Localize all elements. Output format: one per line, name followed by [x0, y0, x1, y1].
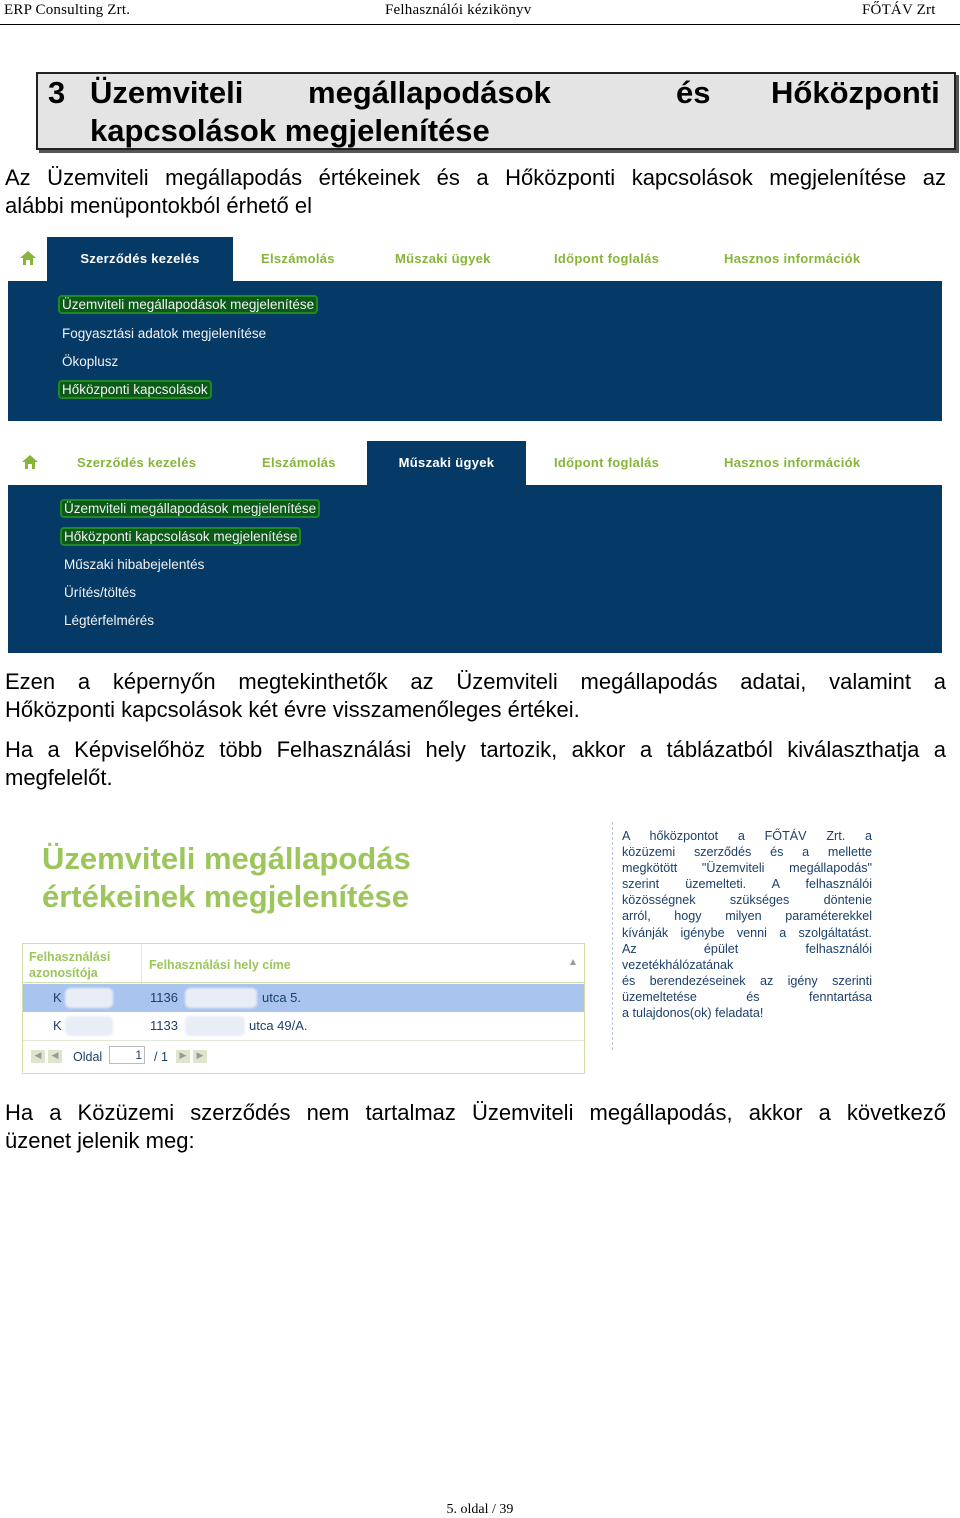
section-number: 3 — [48, 75, 66, 110]
home-icon[interactable] — [22, 455, 38, 469]
side-line: és berendezéseinek az igény szerinti — [622, 973, 872, 988]
row-2-number: 1133 — [150, 1018, 178, 1033]
screen-title-line-2: értékeinek megjelenítése — [42, 879, 410, 914]
side-line: szerint üzemelteti. A felhasználói — [622, 877, 872, 892]
row-1-number: 1136 — [150, 990, 178, 1005]
side-line: üzemeltetése és fenntartása — [622, 989, 872, 1004]
row-1-id-redacted — [65, 988, 113, 1008]
table-row[interactable] — [23, 984, 584, 1012]
side-line: közösségnek szükséges döntenie — [622, 893, 872, 908]
header-rule — [0, 24, 960, 25]
row-1-street: utca 5. — [262, 990, 302, 1005]
nav2-item-operating-agreements[interactable]: Üzemviteli megállapodások megjelenítése — [64, 501, 317, 516]
pager-total: / 1 — [154, 1050, 168, 1064]
nav2-item-heat-center[interactable]: Hőközponti kapcsolások megjelenítése — [64, 529, 298, 544]
paragraph-2-line-2: megfelelőt. — [5, 765, 113, 790]
section-title-word-3: és — [676, 75, 711, 110]
side-info-text — [622, 828, 872, 1021]
grid-header-rule — [23, 982, 584, 983]
side-line: vezetékhálózatának — [622, 957, 734, 972]
table-row[interactable] — [23, 1012, 584, 1041]
paragraph-3 — [5, 1099, 946, 1155]
nav1-tab-info[interactable]: Hasznos információk — [724, 251, 861, 266]
nav1-tab-billing[interactable]: Elszámolás — [261, 251, 335, 266]
nav2-tab-billing[interactable]: Elszámolás — [262, 455, 336, 470]
nav1-tab-technical[interactable]: Műszaki ügyek — [395, 251, 491, 266]
nav2-dropdown — [8, 485, 942, 653]
row-1-id: K — [53, 990, 62, 1005]
paragraph-1-line-2: Hőközponti kapcsolások két évre visszamenőleges értékei. — [5, 697, 580, 722]
section-heading-box — [36, 72, 956, 150]
nav1-item-okoplusz[interactable]: Ökoplusz — [62, 354, 119, 369]
home-icon[interactable] — [20, 251, 36, 265]
nav-screenshot-2 — [8, 441, 942, 653]
side-line: kívánják igénybe venni a szolgáltatást. — [622, 925, 872, 940]
nav2-item-drain-fill[interactable]: Ürítés/töltés — [64, 585, 137, 600]
next-page-icon[interactable]: ▶ — [176, 1050, 190, 1063]
nav2-tab-contract[interactable]: Szerződés kezelés — [77, 455, 197, 470]
side-panel-divider — [612, 822, 614, 1050]
grid-header-address[interactable]: Felhasználási hely címe — [149, 958, 291, 972]
grid-header-id-line-1[interactable]: Felhasználási — [29, 950, 111, 964]
header-right: FŐTÁV Zrt — [862, 2, 936, 18]
intro-line-2: alábbi menüpontokból érhető el — [5, 193, 313, 218]
prev-page-icon[interactable]: ◀ — [48, 1050, 62, 1063]
intro-paragraph — [5, 164, 946, 220]
side-line: Az épület felhasználói — [622, 941, 872, 956]
usage-place-grid — [22, 943, 585, 1074]
intro-line-1: Az Üzemviteli megállapodás értékeinek és a Hőközponti kapcsolások megjelenítése az — [5, 165, 946, 190]
nav1-tab-contract[interactable]: Szerződés kezelés — [47, 237, 233, 281]
row-2-street: utca 49/A. — [249, 1018, 308, 1033]
page-number-input[interactable] — [109, 1046, 145, 1064]
paragraph-1 — [5, 668, 946, 724]
paragraph-3-line-2: üzenet jelenik meg: — [5, 1128, 195, 1153]
paragraph-2-line-1: Ha a Képviselőhöz több Felhasználási hely tartozik, akkor a táblázatból kiválaszthatja a — [5, 737, 946, 762]
nav2-tab-appointment[interactable]: Időpont foglalás — [554, 455, 660, 470]
nav1-tab-appointment[interactable]: Időpont foglalás — [554, 251, 660, 266]
row-2-id: K — [53, 1018, 62, 1033]
nav2-tab-info[interactable]: Hasznos információk — [724, 455, 861, 470]
side-line: A hőközpontot a FŐTÁV Zrt. a — [622, 829, 872, 843]
section-title-word-2: megállapodások — [308, 75, 551, 110]
pager-label: Oldal — [73, 1050, 103, 1064]
header-left: ERP Consulting Zrt. — [4, 2, 131, 18]
last-page-icon[interactable]: ▶ — [193, 1050, 207, 1063]
nav1-item-heat-center[interactable]: Hőközponti kapcsolások — [62, 382, 208, 397]
paragraph-3-line-1: Ha a Közüzemi szerződés nem tartalmaz Üzemviteli megállapodás, akkor a következő — [5, 1100, 946, 1125]
nav2-tabbar — [8, 441, 942, 485]
nav2-tab-technical[interactable]: Műszaki ügyek — [367, 441, 526, 485]
nav1-item-consumption[interactable]: Fogyasztási adatok megjelenítése — [62, 326, 267, 341]
row-2-id-redacted — [65, 1016, 113, 1036]
row-1-address-redacted — [185, 988, 257, 1008]
row-2-address-redacted — [185, 1016, 245, 1036]
sort-icon[interactable]: ▲ — [568, 957, 578, 968]
paragraph-2 — [5, 736, 946, 792]
section-title-word-1: Üzemviteli — [90, 75, 244, 110]
nav2-item-airspace[interactable]: Légtérfelmérés — [64, 613, 155, 628]
section-title-word-4: Hőközponti — [771, 75, 940, 110]
first-page-icon[interactable]: ◀ — [31, 1050, 45, 1063]
nav1-item-operating-agreements[interactable]: Üzemviteli megállapodások megjelenítése — [62, 297, 315, 312]
section-title-line2: kapcsolások megjelenítése — [90, 113, 490, 148]
nav1-dropdown — [8, 281, 942, 421]
nav1-tabbar — [8, 237, 942, 281]
header-center: Felhasználói kézikönyv — [385, 2, 532, 18]
side-line: megkötött "Üzemviteli megállapodás" — [622, 861, 872, 876]
page-footer: 5. oldal / 39 — [446, 1502, 514, 1517]
side-line: arról, hogy milyen paraméterekkel — [622, 909, 872, 924]
side-line: közüzemi szerződés és a mellette — [622, 845, 872, 860]
nav-screenshot-1 — [8, 237, 942, 423]
paragraph-1-line-1: Ezen a képernyőn megtekinthetők az Üzemviteli megállapodás adatai, valamint a — [5, 669, 946, 694]
grid-header-id-line-2[interactable]: azonosítója — [29, 966, 98, 980]
screen-title-line-1: Üzemviteli megállapodás — [42, 841, 411, 876]
side-line: a tulajdonos(ok) feladata! — [622, 1006, 764, 1021]
nav2-item-fault-report[interactable]: Műszaki hibabejelentés — [64, 557, 205, 572]
